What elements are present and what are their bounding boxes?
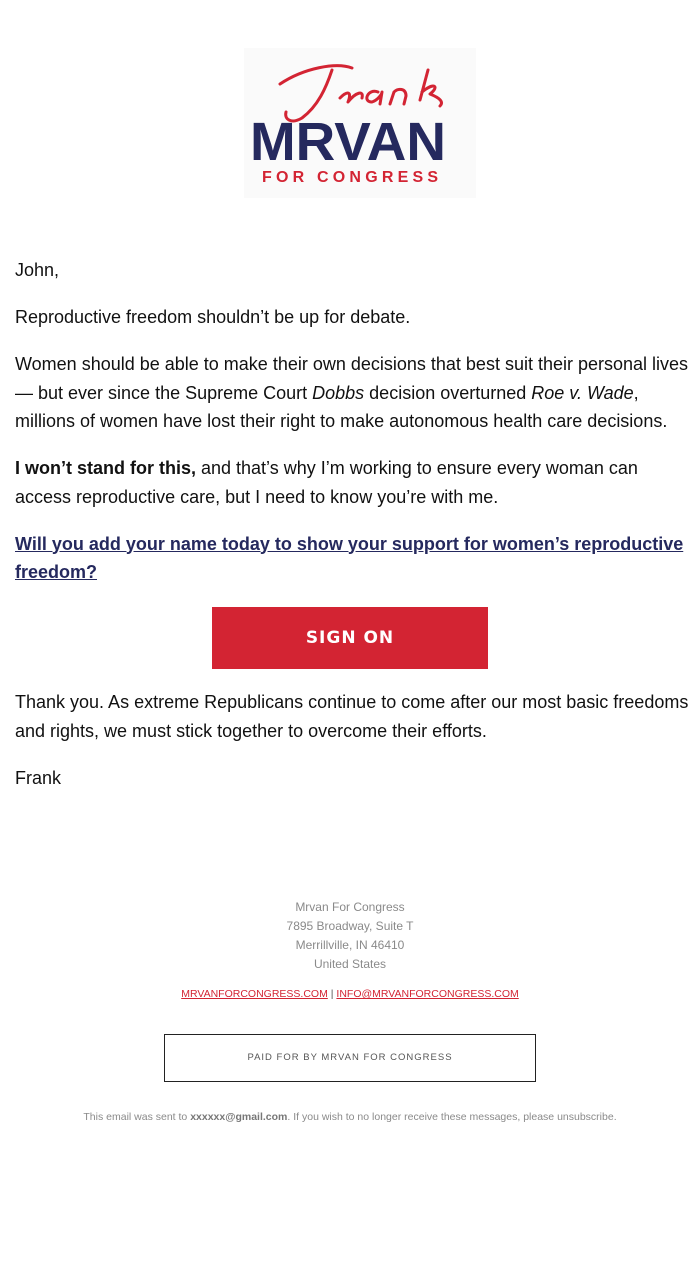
address-street: 7895 Broadway, Suite T xyxy=(286,919,414,933)
unsubscribe-notice: This email was sent to xxxxxx@gmail.com. If you wish to no longer receive these messages, please unsubscribe. xyxy=(83,1111,617,1123)
petition-link[interactable]: Will you add your name today to show your support for women’s reproductive freedom? xyxy=(15,533,684,582)
paid-for-disclaimer: PAID FOR BY MRVAN FOR CONGRESS xyxy=(164,1034,536,1082)
link-separator: | xyxy=(330,988,334,1000)
logo-tagline: FOR CONGRESS xyxy=(262,169,438,186)
cta-container xyxy=(212,607,488,669)
stance-paragraph: I won’t stand for this, and that’s why I’m working to ensure every woman can access reproductive care, but I need to know you’re with me. xyxy=(15,458,638,507)
greeting: John, xyxy=(15,260,60,280)
logo-surname: MRVAN xyxy=(250,112,446,172)
mailing-address xyxy=(0,898,700,974)
campaign-logo xyxy=(244,48,476,198)
sign-on-button[interactable]: SIGN ON xyxy=(212,607,488,669)
footer-links xyxy=(0,988,700,1000)
closing-section xyxy=(15,688,690,811)
contact-email-link[interactable]: INFO@MRVANFORCONGRESS.COM xyxy=(336,988,519,1000)
context-paragraph: Women should be able to make their own decisions that best suit their personal lives — but ever since the Supreme Court Dobbs decision overturned Roe v. Wade, millions of women have lost their right to make autonomous health care decisions. xyxy=(15,354,689,431)
thank-you-paragraph: Thank you. As extreme Republicans continue to come after our most basic freedoms and rights, we must stick together to overcome their efforts. xyxy=(15,692,689,741)
intro-paragraph: Reproductive freedom shouldn’t be up for debate. xyxy=(15,307,411,327)
dobbs-case: Dobbs xyxy=(312,382,365,403)
email-body xyxy=(15,256,690,605)
roe-case: Roe v. Wade xyxy=(531,382,634,403)
recipient-email: xxxxxx@gmail.com xyxy=(190,1111,288,1123)
address-country: United States xyxy=(313,957,387,971)
signoff: Frank xyxy=(15,767,62,788)
ask-paragraph xyxy=(15,530,690,587)
address-org: Mrvan For Congress xyxy=(295,900,405,914)
website-link[interactable]: MRVANFORCONGRESS.COM xyxy=(181,988,328,1000)
address-city: Merrillville, IN 46410 xyxy=(295,938,405,952)
unsubscribe-link[interactable]: unsubscribe xyxy=(557,1111,614,1123)
